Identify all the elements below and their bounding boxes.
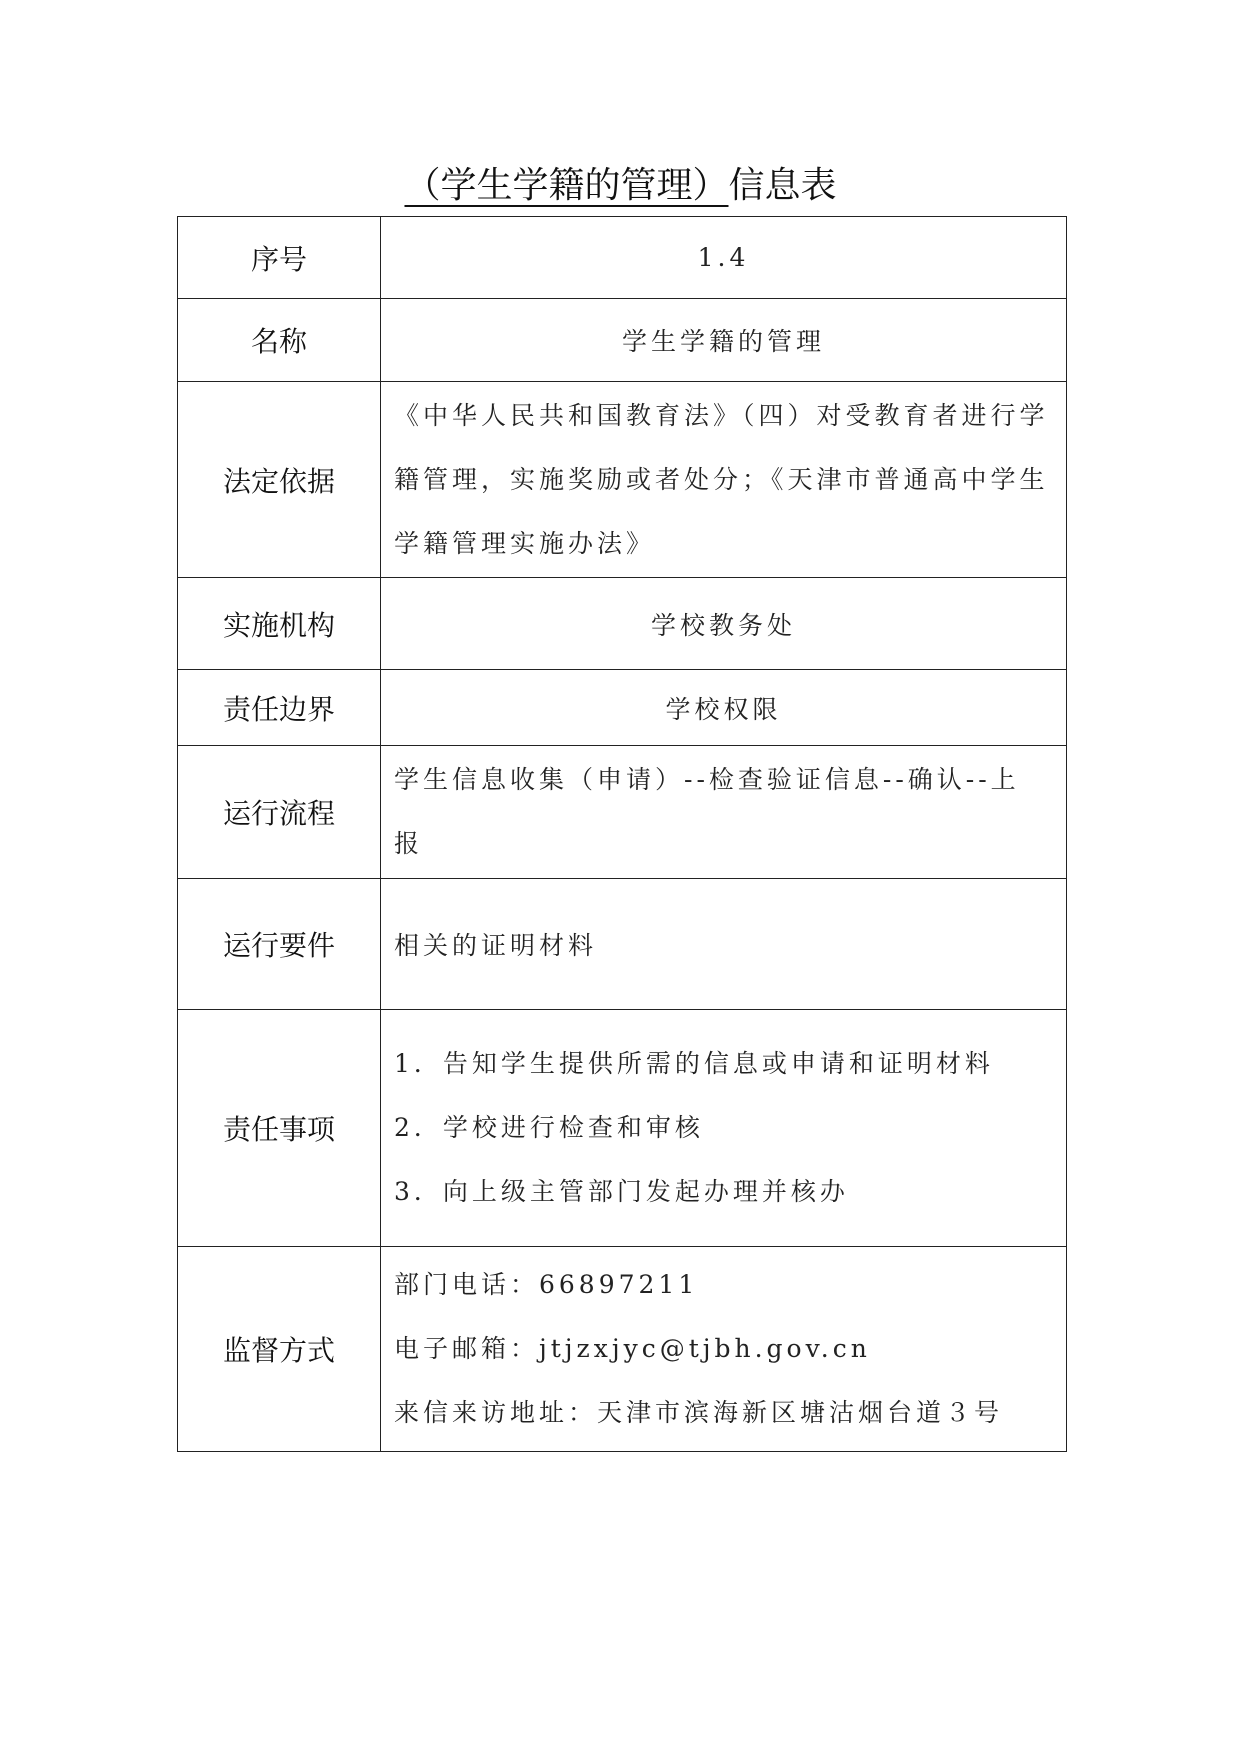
info-table	[177, 216, 1067, 1452]
title-suffix: 信息表	[728, 165, 837, 206]
value-supervision	[381, 1247, 1067, 1452]
supervision-phone: 部门电话：66897211	[394, 1270, 699, 1299]
process-line: 报	[394, 829, 424, 858]
value-duties	[381, 1010, 1067, 1247]
process-line: 学生信息收集（申请）--检查验证信息--确认--上	[394, 765, 1020, 794]
label-duties: 责任事项	[178, 1010, 381, 1247]
value-agency: 学校教务处	[381, 578, 1067, 670]
row-agency	[178, 578, 1067, 670]
label-name: 名称	[178, 299, 381, 382]
duty-item: 1．告知学生提供所需的信息或申请和证明材料	[394, 1049, 994, 1078]
legal-basis-line: 《中华人民共和国教育法》（四）对受教育者进行学	[394, 400, 1049, 430]
label-serial: 序号	[178, 217, 381, 299]
row-boundary	[178, 670, 1067, 746]
row-name	[178, 299, 1067, 382]
supervision-address: 来信来访地址：天津市滨海新区塘沽烟台道３号	[394, 1398, 1004, 1427]
value-boundary: 学校权限	[381, 670, 1067, 746]
legal-basis-line: 学籍管理实施办法》	[394, 528, 656, 558]
value-process	[381, 746, 1067, 879]
label-supervision: 监督方式	[178, 1247, 381, 1452]
label-agency: 实施机构	[178, 578, 381, 670]
row-process	[178, 746, 1067, 879]
label-boundary: 责任边界	[178, 670, 381, 746]
row-duties	[178, 1010, 1067, 1247]
duty-item: 2．学校进行检查和审核	[394, 1113, 704, 1142]
legal-basis-line: 籍管理，实施奖励或者处分；《天津市普通高中学生	[394, 464, 1049, 494]
document-title	[0, 160, 1241, 212]
title-underlined: （学生学籍的管理）	[404, 165, 729, 206]
row-supervision	[178, 1247, 1067, 1452]
value-legal-basis	[381, 382, 1067, 578]
row-legal-basis	[178, 382, 1067, 578]
row-requirements	[178, 879, 1067, 1010]
label-process: 运行流程	[178, 746, 381, 879]
row-serial	[178, 217, 1067, 299]
value-name: 学生学籍的管理	[381, 299, 1067, 382]
supervision-email: 电子邮箱：jtjzxjyc@tjbh.gov.cn	[394, 1334, 871, 1363]
value-requirements: 相关的证明材料	[381, 879, 1067, 1010]
label-requirements: 运行要件	[178, 879, 381, 1010]
label-legal-basis: 法定依据	[178, 382, 381, 578]
value-serial: 1.4	[381, 217, 1067, 299]
duty-item: 3．向上级主管部门发起办理并核办	[394, 1177, 849, 1206]
